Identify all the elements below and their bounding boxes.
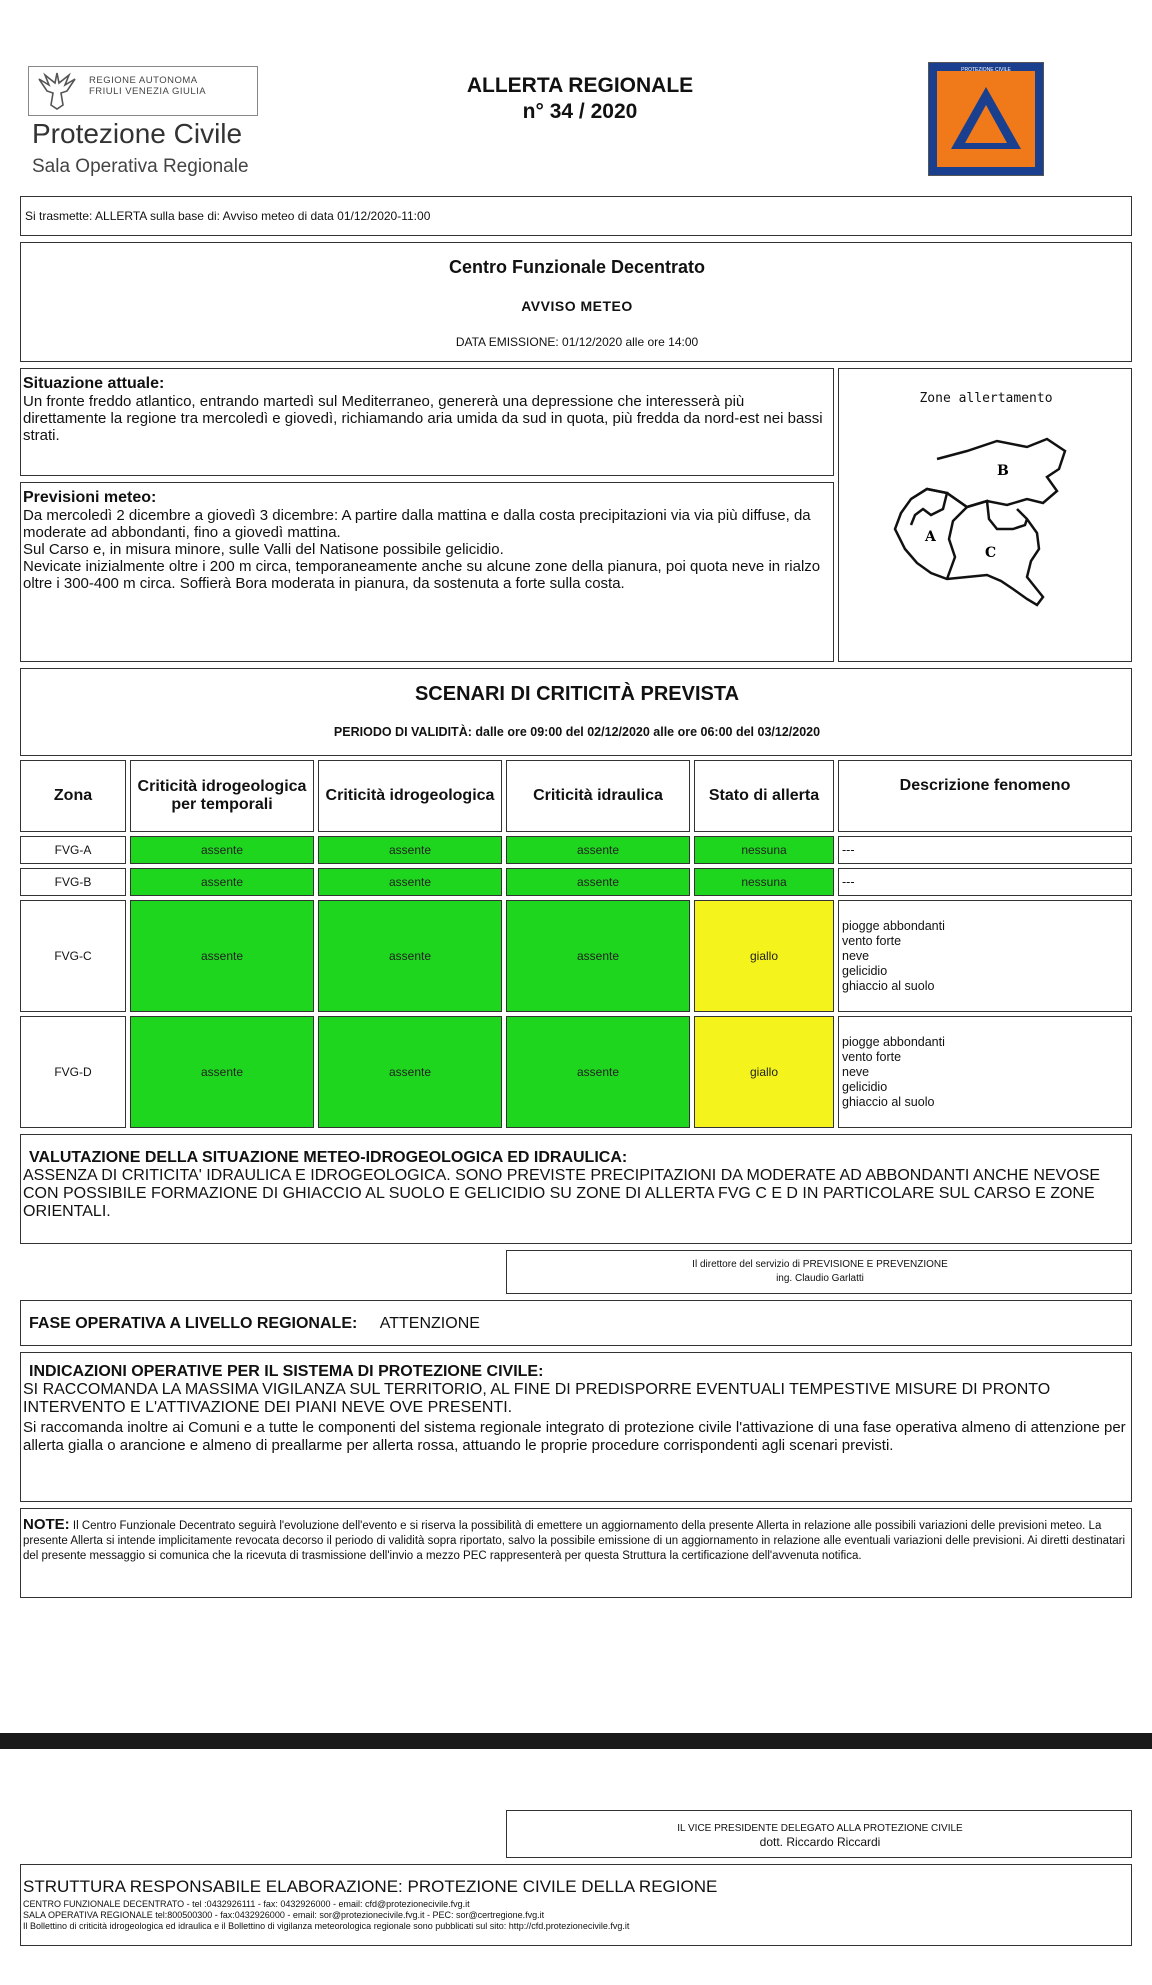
forecast-box (20, 482, 834, 662)
scenari-title: SCENARI DI CRITICITÀ PREVISTA (414, 683, 740, 705)
crit-idraulica-cell: assente (506, 868, 690, 896)
forecast-heading: Previsioni meteo: (23, 489, 157, 506)
org-name: Protezione Civile (32, 118, 243, 149)
transmit-line: Si trasmette: ALLERTA sulla base di: Avviso meteo di data 01/12/2020-11:00 (25, 209, 431, 223)
indicazioni-caps: SI RACCOMANDA LA MASSIMA VIGILANZA SUL TERRITORIO, AL FINE DI PREDISPORRE EVENTUALI TEMPESTIVE MISURE DI PRONTO INTERVENTO E L'ATTIVAZIONE DEI PIANI NEVE OVE PRESENTI. (23, 1381, 1051, 1416)
fase-value: ATTENZIONE (379, 1315, 480, 1332)
footer-line: CENTRO FUNZIONALE DECENTRATO - tel :0432926111 - fax: 0432926000 - email: cfd@protezionecivile.fvg.it (23, 1899, 470, 1909)
crit-temporali-cell: assente (130, 900, 314, 1012)
alert-number: n° 34 / 2020 (522, 100, 638, 123)
valutazione-box (20, 1134, 1132, 1244)
phenomenon-item: gelicidio (842, 1079, 888, 1094)
note-text: Il Centro Funzionale Decentrato seguirà l'evoluzione dell'evento e si riserva la possibilità di emettere un aggiornamento della presente Allerta in relazione alle possibili variazioni delle previsioni meteo. La presente Allerta si intende implicitamente revocata decorso il periodo di validità sopra riportato, salvo la possibile emissione di un aggiornamento in relazione alle eventuali variazioni delle previsioni. Ai diretti destinatari del presente messaggio si comunica che la ricevuta di trasmissione dell'invio a mezzo PEC rappresenterà per questa Struttura la certificazione dell'avvenuta notifica. (23, 1520, 1126, 1562)
director-role: Il direttore del servizio di PREVISIONE E PREVENZIONE (692, 1259, 948, 1270)
crit-temporali-cell: assente (130, 836, 314, 864)
region-line-1: REGIONE AUTONOMA (89, 75, 198, 86)
validity-line (21, 725, 1133, 739)
director-name: ing. Claudio Garlatti (776, 1273, 864, 1284)
stato-allerta-cell: nessuna (694, 836, 834, 864)
stato-allerta-cell: giallo (694, 1016, 834, 1128)
phenomenon-item: vento forte (842, 1049, 902, 1064)
stato-allerta-cell: giallo (694, 900, 834, 1012)
valutazione-heading: VALUTAZIONE DELLA SITUAZIONE METEO-IDROGEOLOGICA ED IDRAULICA: (29, 1149, 628, 1166)
vice-president-box (506, 1810, 1132, 1858)
zones-map-title: Zone allertamento (919, 391, 1053, 406)
region-logo (28, 66, 268, 186)
phenomenon-item: gelicidio (842, 963, 888, 978)
region-map-icon (887, 429, 1087, 609)
zona-cell: FVG-A (20, 836, 126, 864)
indicazioni-box (20, 1352, 1132, 1502)
zona-cell: FVG-C (20, 900, 126, 1012)
footer-line: SALA OPERATIVA REGIONALE tel:800500300 - fax:0432926000 - email: sor@protezionecivile.fvg.it - PEC: sor@certregione.fvg.it (23, 1910, 545, 1920)
descrizione-cell (838, 900, 1132, 1012)
document-title (420, 73, 740, 125)
crit-temporali-cell: assente (130, 1016, 314, 1128)
emission-date: DATA EMISSIONE: 01/12/2020 alle ore 14:00 (455, 335, 699, 349)
header-stato-allerta: Stato di allerta (694, 760, 834, 832)
crit-temporali-cell: assente (130, 868, 314, 896)
situation-text: Un fronte freddo atlantico, entrando martedì sul Mediterraneo, genererà una depressione che interesserà più direttamente la regione tra mercoledì e giovedì, richiamando aria umida da sud in quota, più fredda da nord-est nei bassi strati. (23, 393, 823, 444)
valutazione-text: ASSENZA DI CRITICITA' IDRAULICA E IDROGEOLOGICA. SONO PREVISTE PRECIPITAZIONI DA MODERATE AD ABBONDANTI ANCHE NEVOSE CON POSSIBILE FORMAZIONE DI GHIACCIO AL SUOLO E GELICIDIO SU ZONE DI ALLERTA FVG C E D IN PARTICOLARE SUL CARSO E ZONE ORIENTALI. (23, 1167, 1101, 1220)
vice-president-role: IL VICE PRESIDENTE DELEGATO ALLA PROTEZIONE CIVILE (677, 1823, 963, 1834)
center-subtitle: AVVISO METEO (521, 298, 633, 314)
note-box (20, 1508, 1132, 1598)
header-descrizione: Descrizione fenomeno (838, 760, 1132, 832)
footer-contacts (23, 1899, 1123, 1932)
stato-allerta-cell: nessuna (694, 868, 834, 896)
forecast-line: Sul Carso e, in misura minore, sulle Valli del Natisone possibile gelicidio. (23, 541, 504, 558)
validity-text: dalle ore 09:00 del 02/12/2020 alle ore 06:00 del 03/12/2020 (475, 725, 821, 739)
phenomenon-item: piogge abbondanti (842, 1034, 945, 1049)
zone-label-b: B (997, 463, 1009, 479)
validity-label: PERIODO DI VALIDITÀ: (333, 725, 472, 739)
region-name (89, 75, 206, 97)
indicazioni-heading: INDICAZIONI OPERATIVE PER IL SISTEMA DI PROTEZIONE CIVILE: (29, 1363, 544, 1380)
descrizione-cell: --- (838, 868, 1132, 896)
phenomenon-item: piogge abbondanti (842, 918, 945, 933)
crit-idraulica-cell: assente (506, 836, 690, 864)
note-label: NOTE: (23, 1516, 70, 1533)
phenomena-list (842, 919, 945, 994)
header-zona: Zona (20, 760, 126, 832)
zone-label-a: A (925, 529, 936, 545)
page-separator (0, 1733, 1152, 1749)
fase-label: FASE OPERATIVA A LIVELLO REGIONALE: (29, 1315, 358, 1332)
org-subtitle: Sala Operativa Regionale (32, 156, 249, 177)
header-crit-temporali: Criticità idrogeologica per temporali (130, 760, 314, 832)
note-content (23, 1517, 1129, 1564)
phenomenon-item: neve (842, 1064, 870, 1079)
zone-label-c: C (985, 545, 997, 561)
emblem-text: PROTEZIONE CIVILE (961, 67, 1011, 73)
fase-box (20, 1300, 1132, 1346)
crit-idrogeologica-cell: assente (318, 1016, 502, 1128)
forecast-line: Nevicate inizialmente oltre i 200 m circa, temporaneamente anche su alcune zone della pianura, poi quota neve in rialzo oltre i 300-400 m circa. Soffierà Bora moderata in pianura, da sostenuta a forte sulla costa. (23, 558, 821, 592)
zona-cell: FVG-D (20, 1016, 126, 1128)
descrizione-cell (838, 1016, 1132, 1128)
phenomenon-item: ghiaccio al suolo (842, 1094, 935, 1109)
director-box (506, 1250, 1132, 1294)
phenomenon-item: vento forte (842, 933, 902, 948)
crit-idrogeologica-cell: assente (318, 900, 502, 1012)
vice-president-name: dott. Riccardo Riccardi (759, 1835, 881, 1849)
zones-map-box (838, 368, 1132, 662)
center-title: Centro Funzionale Decentrato (448, 257, 706, 277)
forecast-text (23, 507, 831, 592)
scenari-box (20, 668, 1132, 756)
alert-title: ALLERTA REGIONALE (466, 74, 694, 97)
zona-cell: FVG-B (20, 868, 126, 896)
crit-idrogeologica-cell: assente (318, 836, 502, 864)
crit-idraulica-cell: assente (506, 900, 690, 1012)
situation-box (20, 368, 834, 476)
indicazioni-text: Si raccomanda inoltre ai Comuni e a tutte le componenti del sistema regionale integrato di protezione civile l'attivazione di una fase operativa almeno di attenzione per allerta gialla o arancione e almeno di preallarme per allerta rossa, attuando le proprie procedure corrispondenti agli scenari previsti. (23, 1419, 1126, 1454)
footer-box (20, 1864, 1132, 1946)
region-line-2: FRIULI VENEZIA GIULIA (89, 86, 207, 97)
phenomenon-item: ghiaccio al suolo (842, 978, 935, 993)
header-crit-idrogeologica: Criticità idrogeologica (318, 760, 502, 832)
transmit-box (20, 196, 1132, 236)
footer-title: STRUTTURA RESPONSABILE ELABORAZIONE: PROTEZIONE CIVILE DELLA REGIONE (23, 1877, 718, 1896)
triangle-emblem-icon (947, 83, 1025, 153)
fase-line (29, 1315, 480, 1333)
footer-line: Il Bollettino di criticità idrogeologica ed idraulica e il Bollettino di vigilanza meteorologica regionale sono pubblicati sul sito: http://cfd.protezionecivile.fvg.it (23, 1921, 630, 1931)
forecast-line: Da mercoledì 2 dicembre a giovedì 3 dicembre: A partire dalla mattina e dalla costa precipitazioni via via più diffuse, da moderate ad abbondanti, fino a giovedì mattina. (23, 507, 811, 541)
center-box (20, 242, 1132, 362)
crit-idraulica-cell: assente (506, 1016, 690, 1128)
header-crit-idraulica: Criticità idraulica (506, 760, 690, 832)
region-badge (28, 66, 258, 116)
eagle-icon (35, 71, 79, 111)
phenomenon-item: neve (842, 948, 870, 963)
protezione-civile-emblem (928, 62, 1044, 176)
descrizione-cell: --- (838, 836, 1132, 864)
crit-idrogeologica-cell: assente (318, 868, 502, 896)
situation-heading: Situazione attuale: (23, 375, 165, 392)
phenomena-list (842, 1035, 945, 1110)
